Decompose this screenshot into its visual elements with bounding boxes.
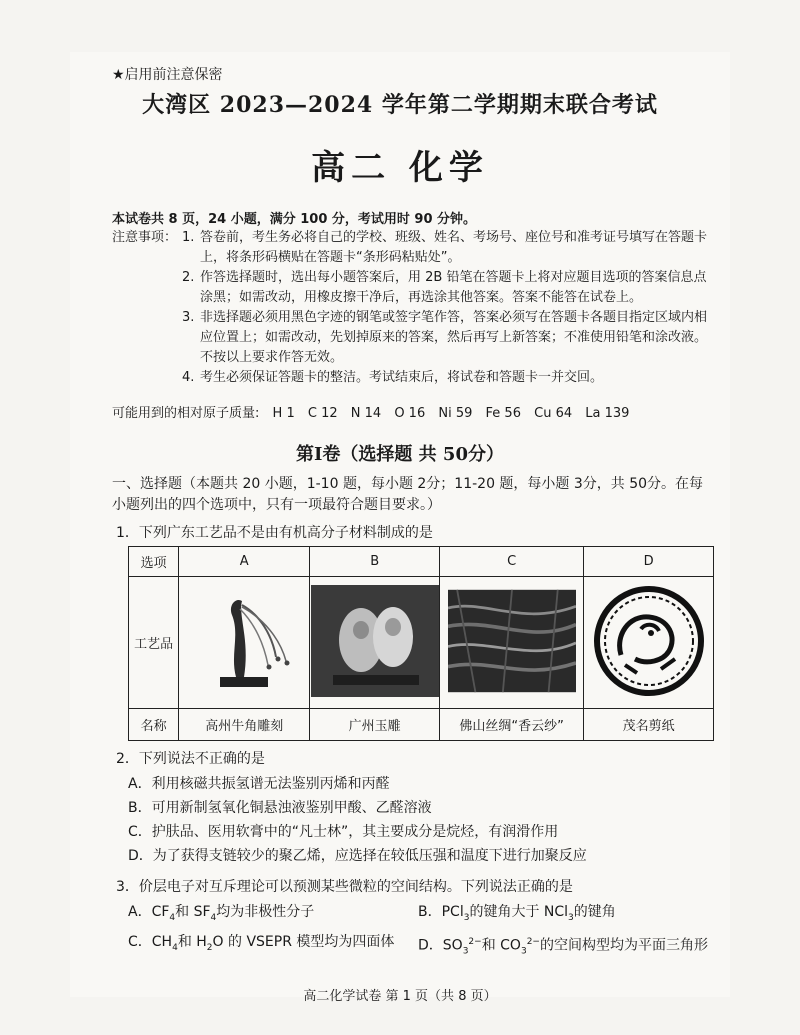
section-title: 第Ⅰ卷（选择题 共 50分） bbox=[295, 444, 504, 465]
option-letter-a: A bbox=[179, 547, 310, 577]
superscript: 2− bbox=[468, 936, 482, 947]
question-1-table bbox=[128, 546, 714, 741]
question-3-option-row bbox=[128, 900, 708, 930]
atomic-masses bbox=[112, 402, 638, 421]
option-text: 的空间构型均为平面三角形 bbox=[539, 937, 708, 954]
question-2-option: B．可用新制氢氧化铜悬浊液鉴别甲酸、乙醛溶液 bbox=[128, 800, 432, 816]
option-text: O 的 VSEPR 模型均为四面体 bbox=[212, 933, 395, 950]
question-1-stem: 1．下列广东工艺品不是由有机高分子材料制成的是 bbox=[116, 525, 433, 541]
note-item bbox=[182, 268, 707, 308]
jade-carving-image bbox=[311, 585, 439, 697]
option-letter-c: C bbox=[440, 547, 584, 577]
option-letter-b: B bbox=[310, 547, 440, 577]
subscript: 3 bbox=[568, 912, 574, 923]
note-number: 4. bbox=[182, 370, 195, 385]
subscript: 4 bbox=[169, 912, 176, 923]
subscript: 2 bbox=[206, 942, 213, 953]
question-3-stem: 3．价层电子对互斥理论可以预测某些微粒的空间结构。下列说法正确的是 bbox=[116, 879, 573, 895]
option-text: 和 SF bbox=[175, 904, 211, 920]
question-2-options bbox=[128, 772, 587, 868]
paper-cutting-image bbox=[585, 585, 713, 697]
exam-title: 大湾区 2023—2024 学年第二学期期末联合考试 bbox=[142, 92, 658, 118]
option-text: 的键角 bbox=[573, 904, 616, 920]
row-label-option: 选项 bbox=[129, 547, 179, 577]
note-text: 答卷前，考生务必将自己的学校、班级、姓名、考场号、座位号和准考证号填写在答题卡上，将条形码横贴在答题卡“条形码粘贴处”。 bbox=[200, 230, 708, 265]
table-row bbox=[129, 547, 714, 577]
row-label-name: 名称 bbox=[129, 709, 179, 741]
option-text: 和 H bbox=[177, 933, 207, 950]
option-name-d: 茂名剪纸 bbox=[584, 709, 714, 741]
note-item bbox=[182, 228, 707, 268]
horn-carving-image bbox=[180, 585, 308, 697]
question-2-option: D．为了获得支链较少的聚乙烯，应选择在较低压强和温度下进行加聚反应 bbox=[128, 848, 587, 864]
option-text: A．CF bbox=[128, 904, 170, 920]
note-text: 非选择题必须用黑色字迹的钢笔或签字笔作答，答案必须写在答题卡各题目指定区域内相应位置上；如需改动，先划掉原来的答案，然后再写上新答案；不准使用铅笔和涂改液。不按以上要求作答无效。 bbox=[200, 310, 708, 365]
craft-image-b bbox=[310, 577, 440, 709]
option-letter-d: D bbox=[584, 547, 714, 577]
exam-intro: 本试卷共 8 页，24 小题，满分 100 分，考试用时 90 分钟。 bbox=[112, 212, 477, 227]
option-text: 和 CO bbox=[481, 937, 521, 954]
question-3-options bbox=[128, 900, 708, 963]
craft-image-c bbox=[440, 577, 584, 709]
atomic-mass: Cu 64 bbox=[534, 406, 573, 421]
row-label-craft: 工艺品 bbox=[129, 577, 179, 709]
atomic-mass: Fe 56 bbox=[485, 406, 521, 421]
craft-image-a bbox=[179, 577, 310, 709]
subscript: 3 bbox=[463, 912, 470, 923]
craft-image-d bbox=[584, 577, 714, 709]
question-3-option-c bbox=[128, 930, 418, 963]
part1-instructions: 一、选择题（本题共 20 小题，1-10 题，每小题 2分；11-20 题，每小题 3分，共 50分。在每小题列出的四个选项中，只有一项最符合题目要求。） bbox=[112, 476, 704, 513]
subscript: 4 bbox=[172, 942, 178, 953]
note-item bbox=[182, 368, 707, 388]
silk-fabric-image bbox=[448, 585, 576, 697]
option-text: 均为非极性分子 bbox=[216, 904, 315, 920]
option-text: C．CH bbox=[128, 933, 173, 950]
option-name-c: 佛山丝绸“香云纱” bbox=[440, 709, 584, 741]
atomic-mass: N 14 bbox=[350, 406, 382, 421]
question-3-option-row bbox=[128, 930, 708, 963]
note-number: 2. bbox=[182, 270, 195, 285]
option-name-a: 高州牛角雕刻 bbox=[179, 709, 310, 741]
note-item bbox=[182, 308, 707, 368]
note-number: 1. bbox=[182, 230, 195, 245]
notes-label: 注意事项： bbox=[112, 230, 178, 245]
subject-title: 高二 化学 bbox=[311, 148, 489, 188]
page-footer: 高二化学试卷 第 1 页（共 8 页） bbox=[303, 989, 497, 1004]
option-text: 的键角大于 NCl bbox=[469, 904, 569, 920]
question-2-option: C．护肤品、医用软膏中的“凡士林”，其主要成分是烷烃，有润滑作用 bbox=[128, 824, 559, 840]
question-2-option: A．利用核磁共振氢谱无法鉴别丙烯和丙醛 bbox=[128, 776, 390, 792]
option-text: B．PCl bbox=[418, 904, 464, 920]
notes-list bbox=[182, 228, 707, 388]
atomic-mass: O 16 bbox=[394, 406, 426, 421]
question-2-stem: 2．下列说法不正确的是 bbox=[116, 751, 265, 767]
superscript: 2− bbox=[526, 936, 540, 947]
subscript: 3 bbox=[520, 946, 527, 957]
atomic-mass: Ni 59 bbox=[438, 406, 473, 421]
table-row bbox=[129, 577, 714, 709]
confidential-notice: ★启用前注意保密 bbox=[112, 67, 223, 83]
note-text: 作答选择题时，选出每小题答案后，用 2B 铅笔在答题卡上将对应题目选项的答案信息点涂黑；如需改动，用橡皮擦干净后，再选涂其他答案。答案不能答在试卷上。 bbox=[200, 270, 707, 305]
question-3-option-b bbox=[418, 900, 708, 930]
atomic-mass: La 139 bbox=[585, 406, 630, 421]
note-text: 考生必须保证答题卡的整洁。考试结束后，将试卷和答题卡一并交回。 bbox=[200, 370, 604, 385]
question-3-option-a bbox=[128, 900, 418, 930]
question-3-option-d bbox=[418, 930, 708, 963]
option-text: D．SO bbox=[418, 937, 463, 954]
atomic-mass: H 1 bbox=[272, 406, 295, 421]
subscript: 4 bbox=[210, 912, 217, 923]
atomic-masses-label: 可能用到的相对原子质量: bbox=[112, 406, 260, 421]
subscript: 3 bbox=[462, 946, 469, 957]
option-name-b: 广州玉雕 bbox=[310, 709, 440, 741]
table-row bbox=[129, 709, 714, 741]
note-number: 3. bbox=[182, 310, 195, 325]
atomic-mass: C 12 bbox=[307, 406, 338, 421]
